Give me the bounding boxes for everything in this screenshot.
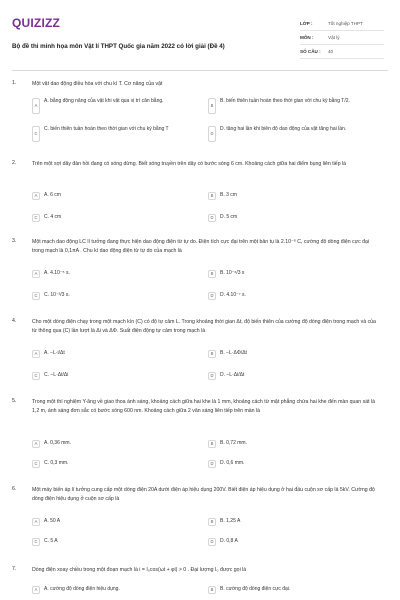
- question-text: Trong một thí nghiệm Y-âng về giao thoa ánh sáng, khoảng cách giữa hai khe là 1 mm, khoảng cách từ mặt phẳng chứa hai khe đến màn quan sát là 1,2 m, ánh sáng đơn sắc có bước sóng 600 nm. Khoảng cách giữa 2 vân sáng liên tiếp trên màn là: [32, 399, 376, 414]
- option-text: A. 6 cm: [44, 192, 61, 198]
- option-b[interactable]: [208, 440, 378, 448]
- option-letter-box: C: [32, 372, 40, 380]
- meta-key: LỚP :: [300, 21, 313, 26]
- option-text: B. 10⁻⁶/3 s: [220, 270, 245, 276]
- question-text: Một vật dao động điều hòa với chu kì T. Cơ năng của vật: [32, 81, 163, 87]
- option-letter-box: B: [208, 440, 216, 448]
- worksheet-title: Bộ đề thi minh họa môn Vật lí THPT Quốc gia năm 2022 có lời giải (Đề 4): [12, 43, 225, 50]
- option-text: A. 50 A: [44, 518, 61, 524]
- option-b[interactable]: [208, 98, 378, 114]
- option-text: D. 5 cm: [220, 214, 238, 220]
- question-number: 7.: [12, 566, 17, 572]
- meta-value: Vật lý: [328, 35, 340, 40]
- question-number: 4.: [12, 318, 17, 324]
- option-letter-box: B: [208, 350, 216, 358]
- option-a[interactable]: [32, 586, 202, 594]
- option-d[interactable]: [208, 292, 378, 300]
- option-c[interactable]: [32, 214, 202, 222]
- option-c[interactable]: [32, 460, 202, 468]
- option-letter-box: D: [208, 292, 216, 300]
- option-a[interactable]: [32, 192, 202, 200]
- option-text: A. cường độ dòng điện hiệu dụng.: [44, 586, 120, 592]
- question-number: 6.: [12, 486, 17, 492]
- option-text: B. cường độ dòng điện cực đại.: [220, 586, 291, 592]
- option-letter-box: A: [32, 270, 40, 278]
- option-a[interactable]: [32, 518, 202, 526]
- meta-key: MÔN :: [300, 35, 314, 40]
- option-text: A. −L·i/Δt: [44, 350, 65, 356]
- option-d[interactable]: [208, 538, 378, 546]
- option-letter-box: D: [208, 460, 216, 468]
- question-text: Dòng điện xoay chiều trong một đoạn mạch là i = I₀cos(ωt + φi) > 0 . Đại lượng I₀ được gọi là: [32, 567, 247, 573]
- option-letter-box: B: [208, 586, 216, 594]
- option-text: C. −L·Δt/Δi: [44, 372, 69, 378]
- option-text: B. 0,72 mm.: [220, 440, 247, 446]
- option-letter-box: A: [32, 586, 40, 594]
- question-text: Một mạch dao động LC lí tưởng đang thực hiện dao động điện từ tự do. Điện tích cực đại trên một bản tụ là 2.10⁻⁶ C, cường độ dòng điện cực đại trong mạch là 0,1πA . Chu kì dao động điện từ tự do của mạch là: [32, 239, 370, 254]
- worksheet-meta: [300, 17, 384, 59]
- option-b[interactable]: [208, 350, 378, 358]
- option-d[interactable]: [208, 460, 378, 468]
- option-c[interactable]: [32, 538, 202, 546]
- option-a[interactable]: [32, 440, 202, 448]
- question-text: Cho một dòng điện chạy trong một mạch kín (C) có độ tự cảm L. Trong khoảng thời gian Δt, độ biến thiên của cường độ dòng điện trong mạch và của từ thông qua (C) lần lượt là Δi và ΔΦ. Suất điện động tự cảm trong mạch là: [32, 319, 376, 334]
- option-text: D. −L·Δi/Δt: [220, 372, 245, 378]
- option-letter-box: D: [208, 538, 216, 546]
- option-text: C. 0,3 mm.: [44, 460, 69, 466]
- option-text: C. 10⁻³/3 s.: [44, 292, 70, 298]
- option-letter-box: A: [32, 192, 40, 200]
- header-divider: [12, 70, 388, 71]
- meta-row-class: [300, 17, 384, 31]
- meta-key: SỐ CÂU :: [300, 49, 321, 54]
- option-text: C. biến thiên tuần hoàn theo thời gian với chu kỳ bằng T: [44, 126, 169, 132]
- question-text: Một máy biến áp lí tưởng cung cấp một dòng điện 20A dưới điện áp hiệu dụng 200V. Biết điện áp hiệu dụng ở hai đầu cuộn sơ cấp là 5kV. Cường độ dòng điện hiệu dụng ở cuộn sơ cấp là: [32, 487, 375, 502]
- option-letter-box: A: [32, 350, 40, 358]
- option-b[interactable]: [208, 586, 378, 594]
- option-b[interactable]: [208, 518, 378, 526]
- question-number: 5.: [12, 398, 17, 404]
- option-text: D. 4.10⁻⁷ s.: [220, 292, 246, 298]
- option-text: D. tăng hai lần khi biên độ dao động của vật tăng hai lần.: [220, 126, 347, 132]
- meta-row-count: [300, 45, 384, 59]
- option-text: C. 4 cm: [44, 214, 62, 220]
- option-letter-box: D: [208, 372, 216, 380]
- option-letter-box: B: [208, 518, 216, 526]
- option-text: B. biến thiên tuần hoàn theo thời gian với chu kỳ bằng T/2.: [220, 98, 350, 104]
- option-c[interactable]: [32, 126, 202, 142]
- option-a[interactable]: [32, 350, 202, 358]
- option-letter-box: B: [208, 192, 216, 200]
- option-b[interactable]: [208, 270, 378, 278]
- option-letter-box: C: [32, 538, 40, 546]
- option-d[interactable]: [208, 126, 378, 142]
- option-text: D. 0,8 A: [220, 538, 238, 544]
- question-number: 2.: [12, 160, 17, 166]
- question-text: Trên một sợi dây đàn hồi đang có sóng dừng. Biết sóng truyền trên dây có bước sóng 6 cm. Khoảng cách giữa hai điểm bụng liên tiếp là: [32, 161, 347, 167]
- worksheet-header: [12, 14, 388, 64]
- option-letter-box: A: [32, 98, 40, 114]
- option-a[interactable]: [32, 270, 202, 278]
- meta-row-subject: [300, 31, 384, 45]
- quizizz-logo: QUIZIZZ: [12, 16, 61, 30]
- option-text: B. −L·ΔΦ/Δt: [220, 350, 247, 356]
- meta-value: 40: [328, 49, 334, 54]
- option-d[interactable]: [208, 214, 378, 222]
- option-d[interactable]: [208, 372, 378, 380]
- option-b[interactable]: [208, 192, 378, 200]
- option-text: B. 1,25 A: [220, 518, 241, 524]
- option-letter-box: B: [208, 98, 216, 114]
- option-a[interactable]: [32, 98, 202, 114]
- meta-value: Tốt nghiệp THPT: [328, 21, 363, 26]
- option-c[interactable]: [32, 292, 202, 300]
- option-text: A. bằng động năng của vật khi vật qua vị trí cân bằng.: [44, 98, 164, 104]
- option-letter-box: C: [32, 292, 40, 300]
- option-c[interactable]: [32, 372, 202, 380]
- option-text: A. 0,36 mm.: [44, 440, 71, 446]
- option-letter-box: D: [208, 126, 216, 142]
- option-letter-box: A: [32, 518, 40, 526]
- option-letter-box: C: [32, 126, 40, 142]
- option-text: A. 4.10⁻⁵ s.: [44, 270, 70, 276]
- option-text: B. 3 cm: [220, 192, 237, 198]
- option-letter-box: C: [32, 214, 40, 222]
- option-letter-box: D: [208, 214, 216, 222]
- option-letter-box: A: [32, 440, 40, 448]
- option-letter-box: C: [32, 460, 40, 468]
- option-text: D. 0,6 mm.: [220, 460, 245, 466]
- question-number: 1.: [12, 80, 17, 86]
- option-text: C. 5 A: [44, 538, 58, 544]
- option-letter-box: B: [208, 270, 216, 278]
- question-number: 3.: [12, 238, 17, 244]
